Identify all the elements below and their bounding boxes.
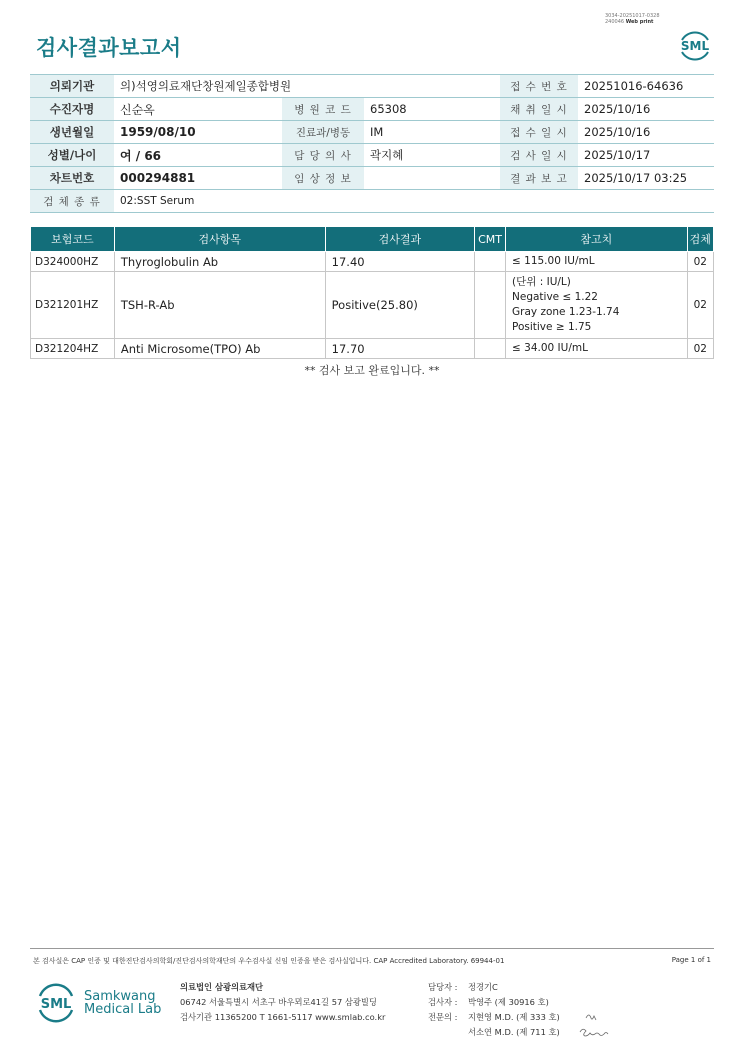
cell-item: TSH-R-Ab (114, 272, 325, 339)
label-test-date: 검 사 일 시 (500, 144, 578, 167)
staff-role: 담당자 : (428, 982, 458, 992)
cell-specimen: 02 (687, 272, 713, 339)
cell-cmt (475, 252, 506, 272)
staff-name: 서소연 M.D. (제 711 호) (468, 1027, 560, 1037)
header-test-result: 검사결과 (325, 227, 474, 252)
info-row-patient (30, 98, 714, 121)
staff-row (428, 1010, 560, 1025)
label-birth-date: 생년월일 (30, 121, 114, 144)
patient-info-table (30, 74, 714, 213)
cell-code: D321201HZ (31, 272, 115, 339)
value-receipt-number: 20251016-64636 (578, 75, 714, 98)
accreditation-note: 본 검사실은 CAP 인증 및 대한진단검사의학회/진단검사의학재단의 우수검사실 신임 인증을 받은 검사실입니다. CAP Accredited Laboratory. 69944-01 (33, 957, 505, 965)
staff-name: 정경기C (468, 982, 498, 992)
results-table (30, 226, 714, 359)
staff-role: 전문의 : (428, 1012, 458, 1022)
label-specimen-type: 검 체 종 류 (30, 190, 114, 213)
print-id: 240046 (605, 19, 625, 25)
brand-line-2: Medical Lab (84, 1002, 162, 1017)
print-code (605, 13, 660, 25)
header-specimen: 검체 (687, 227, 713, 252)
reference-unit: (단위 : IU/L) (512, 276, 571, 288)
sml-logo-icon (676, 26, 714, 64)
label-department: 진료과/병동 (282, 121, 364, 144)
header-insurance-code: 보험코드 (31, 227, 115, 252)
staff-info (428, 980, 560, 1040)
cell-result: 17.70 (325, 339, 474, 359)
staff-name: 박영주 (제 30916 호) (468, 997, 549, 1007)
staff-row (428, 980, 560, 995)
value-chart-number: 000294881 (114, 167, 282, 190)
page-number: Page 1 of 1 (671, 956, 711, 964)
value-hospital-code: 65308 (364, 98, 500, 121)
print-code-line1: 3034-20251017-0328 (605, 13, 660, 19)
samkwang-logo-icon (36, 980, 76, 1024)
header-reference: 참고치 (506, 227, 688, 252)
value-specimen-type: 02:SST Serum (114, 190, 714, 213)
staff-row (428, 1025, 560, 1040)
value-collection-date: 2025/10/16 (578, 98, 714, 121)
staff-name: 지현영 M.D. (제 333 호) (468, 1012, 560, 1022)
org-contact: 검사기관 11365200 T 1661-5117 www.smlab.co.kr (180, 1012, 386, 1022)
value-test-date: 2025/10/17 (578, 144, 714, 167)
info-row-chart (30, 167, 714, 190)
table-row (31, 272, 714, 339)
reference-positive: Positive ≥ 1.75 (512, 321, 592, 333)
value-report-date: 2025/10/17 03:25 (578, 167, 714, 190)
info-row-sex-age (30, 144, 714, 167)
cell-reference: ≤ 115.00 IU/mL (506, 252, 688, 272)
label-report-date: 결 과 보 고 (500, 167, 578, 190)
page-title: 검사결과보고서 (36, 36, 182, 60)
signature-icon (576, 1008, 616, 1040)
cell-cmt (475, 272, 506, 339)
table-row (31, 339, 714, 359)
results-header-row (31, 227, 714, 252)
value-department: IM (364, 121, 500, 144)
label-institution: 의뢰기관 (30, 75, 114, 98)
value-patient-name: 신순옥 (114, 98, 282, 121)
sml-logo-text: SML (680, 39, 710, 53)
header-cmt: CMT (475, 227, 506, 252)
label-collection-date: 채 취 일 시 (500, 98, 578, 121)
value-receipt-date: 2025/10/16 (578, 121, 714, 144)
print-code-line2 (605, 19, 660, 25)
brand-line-1: Samkwang (84, 989, 156, 1004)
brand-name (84, 990, 161, 1016)
cell-reference: ≤ 34.00 IU/mL (506, 339, 688, 359)
footer-divider (30, 948, 714, 949)
cell-result: 17.40 (325, 252, 474, 272)
cell-code: D321204HZ (31, 339, 115, 359)
organization-info (180, 980, 385, 1025)
label-clinical-info: 임 상 정 보 (282, 167, 364, 190)
value-doctor: 곽지혜 (364, 144, 500, 167)
label-doctor: 담 당 의 사 (282, 144, 364, 167)
reference-negative: Negative ≤ 1.22 (512, 291, 598, 303)
value-sex-age: 여 / 66 (114, 144, 282, 167)
cell-code: D324000HZ (31, 252, 115, 272)
info-row-specimen (30, 190, 714, 213)
info-row-birth (30, 121, 714, 144)
cell-item: Anti Microsome(TPO) Ab (114, 339, 325, 359)
label-chart-number: 차트번호 (30, 167, 114, 190)
label-sex-age: 성별/나이 (30, 144, 114, 167)
staff-role: 검사자 : (428, 997, 458, 1007)
label-receipt-date: 접 수 일 시 (500, 121, 578, 144)
label-hospital-code: 병 원 코 드 (282, 98, 364, 121)
header-test-item: 검사항목 (114, 227, 325, 252)
label-patient-name: 수진자명 (30, 98, 114, 121)
cell-specimen: 02 (687, 339, 713, 359)
web-print-label: Web print (625, 19, 654, 25)
samkwang-logo-text: SML (40, 997, 72, 1012)
cell-specimen: 02 (687, 252, 713, 272)
staff-row (428, 995, 560, 1010)
cell-cmt (475, 339, 506, 359)
cell-reference (506, 272, 688, 339)
report-complete-text: ** 검사 보고 완료입니다. ** (304, 364, 440, 377)
label-receipt-number: 접 수 번 호 (500, 75, 578, 98)
info-row-institution (30, 75, 714, 98)
table-row (31, 252, 714, 272)
value-birth-date: 1959/08/10 (114, 121, 282, 144)
org-address: 06742 서울특별시 서초구 바우뫼로41길 57 삼광빌딩 (180, 997, 377, 1007)
cell-result-positive: Positive(25.80) (325, 272, 474, 339)
cell-item: Thyroglobulin Ab (114, 252, 325, 272)
org-name: 의료법인 삼광의료재단 (180, 982, 264, 992)
reference-gray-zone: Gray zone 1.23-1.74 (512, 306, 620, 318)
value-institution: 의)석영의료재단창원제일종합병원 (114, 75, 500, 98)
value-clinical-info (364, 167, 500, 190)
